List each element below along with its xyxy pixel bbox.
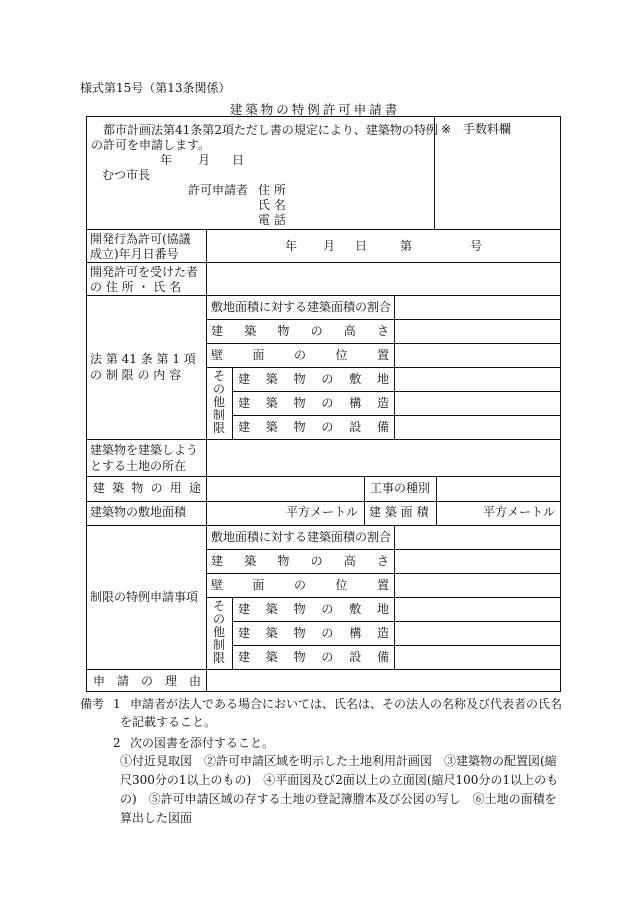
other-limits-label-2: そ の 他 制 限: [212, 599, 225, 665]
grid-line: [87, 262, 560, 263]
sqm-unit-2: 平方メートル: [483, 505, 556, 519]
coverage-label-2: 敷地面積に対する建築面積の割合: [211, 530, 392, 544]
grid-line: [87, 476, 560, 477]
grid-line: [232, 621, 560, 622]
address-label: 住 所: [258, 183, 286, 197]
form-title: 建築物の特例許可申請書: [229, 102, 401, 117]
grid-line: [87, 439, 560, 440]
dev-year: 年: [285, 239, 298, 253]
wall-label-2: 壁 面 の 位 置: [211, 578, 389, 592]
recipient-label-l1: 開発許可を受けた者: [90, 265, 199, 279]
note2-line5: 算出した図面: [120, 811, 193, 825]
grid-line: [232, 367, 233, 439]
grid-line: [206, 343, 560, 344]
art41-label-l2: の 制 限 の 内 容: [90, 368, 182, 382]
grid-line: [206, 549, 560, 550]
structure-label: 建 築 物 の 構 造: [238, 396, 389, 410]
grid-line: [364, 476, 365, 525]
grid-line: [436, 476, 437, 525]
grid-line: [87, 229, 560, 230]
dev-go: 号: [470, 239, 483, 253]
grid-line: [206, 319, 560, 320]
dev-month: 月: [323, 239, 336, 253]
grid-line: [206, 229, 207, 691]
note1-line2: を記載すること。: [120, 715, 217, 729]
use-label: 建 築 物 の 用 途: [93, 481, 201, 495]
grid-line: [206, 597, 560, 598]
grid-line: [206, 573, 560, 574]
notes-label: 備考: [80, 697, 105, 711]
name-label: 氏 名: [258, 198, 286, 212]
structure-label-2: 建 築 物 の 構 造: [238, 626, 389, 640]
location-label-l2: とする土地の所在: [90, 459, 187, 473]
note2-line1: 次の図書を添付すること。: [130, 736, 275, 750]
building-area-label: 建 築 面 積: [369, 505, 429, 519]
grid-line: [232, 415, 560, 416]
note1-number: 1: [113, 697, 121, 711]
grid-line: [232, 645, 560, 646]
fee-label: 手数料欄: [463, 122, 512, 136]
dev-day: 日: [355, 239, 368, 253]
art41-label-l1: 法 第 41 条 第 1 項: [90, 352, 196, 366]
height-label-2: 建 築 物 の 高 さ: [211, 554, 389, 568]
grid-line: [87, 525, 560, 526]
grid-line: [87, 501, 560, 502]
grid-line: [394, 525, 395, 669]
application-text-line1: 都市計画法第41条第2項ただし書の規定により、建築物の特例: [103, 123, 438, 137]
date-year-label: 年: [160, 153, 173, 167]
work-type-label: 工事の種別: [370, 481, 431, 495]
equipment-label: 建 築 物 の 設 備: [238, 420, 389, 434]
other-limits-label: そ の 他 制 限: [212, 369, 225, 435]
note2-line2: ①付近見取図 ②許可申請区域を明示した土地利用計画図 ③建築物の配置図(縮: [120, 754, 557, 768]
grid-line: [232, 391, 560, 392]
sqm-unit-1: 平方メートル: [286, 505, 359, 519]
recipient-label-l2: の 住 所 ・ 氏 名: [90, 280, 182, 294]
coverage-label: 敷地面積に対する建築面積の割合: [211, 300, 392, 314]
grid-line: [87, 669, 560, 670]
grid-line: [87, 295, 560, 296]
note2-number: 2: [113, 736, 121, 750]
addressee: むつ市長: [102, 168, 151, 182]
grid-line: [394, 295, 395, 439]
note2-line4: の) ⑤許可申請区域の存する土地の登記簿謄本及び公図の写し ⑥土地の面積を: [120, 792, 557, 806]
equipment-label-2: 建 築 物 の 設 備: [238, 650, 389, 664]
application-form-table: [86, 116, 561, 692]
site-label-2: 建 築 物 の 敷 地: [238, 602, 389, 616]
note2-line3: 尺300分の1以上のもの) ④平面図及び2面以上の立面図(縮尺100分の1以上のも: [120, 773, 559, 787]
application-text-line2: の許可を申請します。: [91, 138, 211, 152]
note1-line1: 申請者が法人である場合においては、氏名は、その法人の名称及び代表者の氏名: [130, 697, 563, 711]
site-area-label: 建築物の敷地面積: [90, 505, 187, 519]
height-label: 建 築 物 の 高 さ: [211, 324, 389, 338]
dev-dai: 第: [400, 239, 413, 253]
special-request-label: 制限の特例申請事項: [90, 590, 199, 604]
phone-label: 電 話: [258, 213, 286, 227]
location-label-l1: 建築物を建築しよう: [90, 443, 199, 457]
dev-permit-label-l2: 成立)年月日番号: [90, 247, 179, 261]
grid-line: [232, 597, 233, 669]
site-label: 建 築 物 の 敷 地: [238, 372, 389, 386]
grid-line: [206, 367, 560, 368]
wall-label: 壁 面 の 位 置: [211, 348, 389, 362]
date-month-label: 月: [198, 153, 211, 167]
applicant-label: 許可申請者: [188, 183, 249, 197]
dev-permit-label-l1: 開発行為許可(協議: [90, 232, 191, 246]
date-day-label: 日: [232, 153, 245, 167]
form-number: 様式第15号（第13条関係）: [80, 81, 231, 95]
reason-label: 申 請 の 理 由: [93, 674, 201, 688]
fee-mark: ※: [441, 122, 452, 136]
